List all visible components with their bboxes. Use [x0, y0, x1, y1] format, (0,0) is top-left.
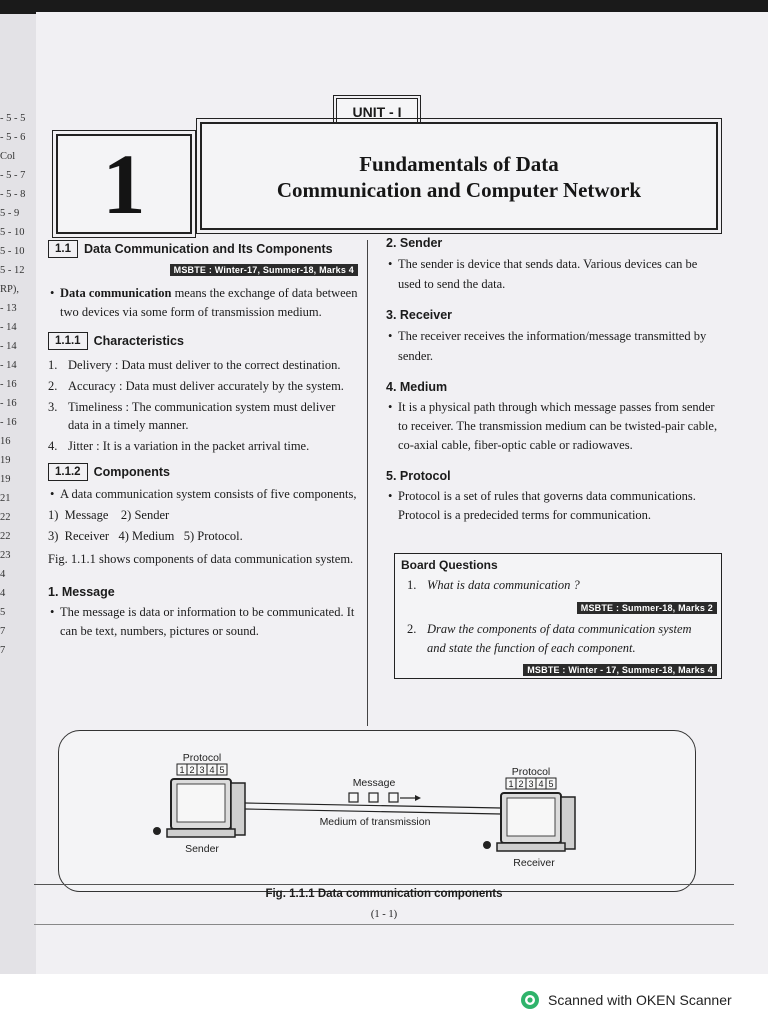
communication-diagram — [59, 731, 695, 891]
scanner-text: Scanned with OKEN Scanner — [548, 992, 732, 1008]
question-text: What is data communication ? — [427, 578, 580, 592]
scanner-logo-icon — [520, 990, 540, 1010]
margin-mark: - 16 — [0, 379, 17, 390]
chapter-title-line-2: Communication and Computer Network — [276, 178, 642, 202]
margin-mark: - 5 - 7 — [0, 170, 26, 181]
unit-label: UNIT - I — [336, 98, 418, 126]
list-item — [48, 437, 358, 455]
protocol-layer-number: 5 — [219, 765, 225, 775]
margin-mark: - 13 — [0, 303, 17, 314]
chapter-title-box — [200, 122, 718, 230]
item-text: Delivery : Data must deliver to the correct destination. — [68, 358, 341, 372]
margin-mark: - 16 — [0, 417, 17, 428]
page-bottom-rule — [34, 924, 734, 925]
message-paragraph: • The message is data or information to be communicated. It can be text, numbers, pictures or sound. — [48, 603, 358, 641]
figure-caption: Fig. 1.1.1 Data communication components — [265, 888, 503, 900]
item-text: Accuracy : Data must deliver accurately by the system. — [68, 379, 344, 393]
protocol-label-right: Protocol — [511, 766, 551, 778]
margin-mark: 5 - 10 — [0, 246, 25, 257]
medium-label: Medium of transmission — [319, 816, 431, 828]
board-questions-title: Board Questions — [401, 558, 498, 572]
section-1-1-1-heading — [48, 332, 358, 350]
receiver-label: Receiver — [513, 857, 555, 869]
item-number: 2. — [48, 379, 58, 393]
item-text: Jitter : It is a variation in the packet arrival time. — [68, 439, 310, 453]
message-heading: 1. Message — [48, 585, 115, 599]
section-1-1-2-heading — [48, 463, 358, 481]
exam-badge: MSBTE : Winter - 17, Summer-18, Marks 4 — [523, 664, 717, 676]
margin-mark: 22 — [0, 512, 11, 523]
margin-mark: 21 — [0, 493, 11, 504]
medium-line-top — [245, 803, 501, 808]
margin-mark: 16 — [0, 436, 11, 447]
section-title: Components — [93, 465, 170, 479]
protocol-layer-number: 1 — [508, 779, 514, 789]
board-question-1 — [395, 574, 721, 595]
sender-paragraph: • The sender is device that sends data. Various devices can be used to send the data. — [386, 254, 722, 294]
item-number: 3. — [48, 400, 58, 414]
protocol-paragraph: • Protocol is a set of rules that governs data communications. Protocol is a predecided terms for communication. — [386, 487, 722, 525]
figure-bottom-rule — [34, 884, 734, 885]
margin-mark: - 5 - 6 — [0, 132, 26, 143]
margin-mark: 23 — [0, 550, 11, 561]
definition-term: Data communication — [60, 286, 172, 300]
margin-mark: 19 — [0, 474, 11, 485]
chapter-number: 1 — [102, 136, 146, 232]
characteristics-list — [48, 356, 358, 455]
protocol-layers-left — [177, 764, 227, 775]
list-item — [48, 377, 358, 395]
margin-mark: RP), — [0, 284, 19, 295]
question-text: Draw the components of data communication system and state the function of each component. — [427, 622, 692, 655]
section-number: 1.1.1 — [48, 332, 88, 350]
question-number: 1. — [407, 578, 417, 592]
protocol-layer-number: 1 — [179, 765, 185, 775]
item-text: Timeliness : The communication system must deliver data in a timely manner. — [68, 400, 336, 432]
protocol-layer-number: 2 — [189, 765, 195, 775]
margin-mark: 5 - 12 — [0, 265, 25, 276]
medium-paragraph: • It is a physical path through which message passes from sender to receiver. The transmission medium can be twisted-pair cable, co-axial cable, fiber-optic cable or radiowaves. — [386, 398, 722, 455]
components-list-line-2: 3) Receiver 4) Medium 5) Protocol. — [48, 529, 243, 543]
medium-heading: 4. Medium — [386, 380, 448, 394]
receiver-computer-icon — [483, 793, 575, 851]
item-number: 1. — [48, 358, 58, 372]
section-number: 1.1 — [48, 240, 78, 258]
message-label: Message — [352, 777, 396, 789]
board-question-2 — [395, 616, 721, 658]
figure-reference: Fig. 1.1.1 shows components of data communication system. — [48, 552, 354, 566]
exam-badge: MSBTE : Summer-18, Marks 2 — [577, 602, 717, 614]
margin-mark: Col — [0, 151, 16, 162]
definition-paragraph — [48, 284, 358, 322]
medium-line-bottom — [245, 809, 501, 814]
column-divider — [367, 240, 368, 726]
margin-mark: - 16 — [0, 398, 17, 409]
margin-mark: 5 — [0, 607, 6, 618]
chapter-number-box — [56, 134, 192, 234]
margin-mark: 4 — [0, 569, 6, 580]
protocol-layer-number: 4 — [209, 765, 215, 775]
definition-text: means the exchange of data between two devices via some form of transmission medium. — [60, 286, 358, 319]
sender-computer-icon — [153, 779, 245, 837]
question-number: 2. — [407, 622, 417, 636]
protocol-layers-right — [506, 778, 556, 789]
list-item — [48, 356, 358, 374]
receiver-heading: 3. Receiver — [386, 308, 453, 322]
sender-label: Sender — [185, 843, 219, 855]
components-list-line-1: 1) Message 2) Sender — [48, 508, 170, 522]
components-paragraph: • A data communication system consists of five components, — [48, 485, 358, 504]
section-number: 1.1.2 — [48, 463, 88, 481]
protocol-layer-number: 3 — [528, 779, 534, 789]
margin-page-marks — [0, 109, 34, 660]
margin-mark: - 14 — [0, 341, 17, 352]
protocol-heading: 5. Protocol — [386, 469, 451, 483]
scanner-watermark — [520, 990, 732, 1010]
margin-mark: 7 — [0, 626, 6, 637]
section-1-1-heading — [48, 240, 358, 258]
section-title: Data Communication and Its Components — [84, 242, 333, 256]
page-number: (1 - 1) — [370, 909, 398, 920]
protocol-layer-number: 2 — [518, 779, 524, 789]
protocol-layer-number: 3 — [199, 765, 205, 775]
left-column — [48, 240, 358, 641]
chapter-title-line-1: Fundamentals of Data — [359, 152, 559, 176]
exam-badge: MSBTE : Winter-17, Summer-18, Marks 4 — [170, 264, 358, 276]
message-packets-icon — [349, 793, 421, 802]
right-column — [386, 236, 722, 525]
margin-mark: - 14 — [0, 322, 17, 333]
protocol-layer-number: 5 — [548, 779, 554, 789]
figure-frame — [58, 730, 696, 892]
sender-heading: 2. Sender — [386, 236, 443, 250]
receiver-paragraph: • The receiver receives the information/message transmitted by sender. — [386, 326, 722, 366]
item-number: 4. — [48, 439, 58, 453]
margin-mark: 7 — [0, 645, 6, 656]
protocol-layer-number: 4 — [538, 779, 544, 789]
margin-mark: 4 — [0, 588, 6, 599]
margin-mark: 19 — [0, 455, 11, 466]
margin-mark: - 14 — [0, 360, 17, 371]
margin-mark: 5 - 9 — [0, 208, 20, 219]
margin-mark: - 5 - 8 — [0, 189, 26, 200]
margin-mark: - 5 - 5 — [0, 113, 26, 124]
protocol-label-left: Protocol — [182, 752, 222, 764]
list-item — [48, 398, 358, 434]
margin-mark: 5 - 10 — [0, 227, 25, 238]
margin-mark: 22 — [0, 531, 11, 542]
section-title: Characteristics — [93, 334, 184, 348]
board-questions-box — [394, 553, 722, 679]
